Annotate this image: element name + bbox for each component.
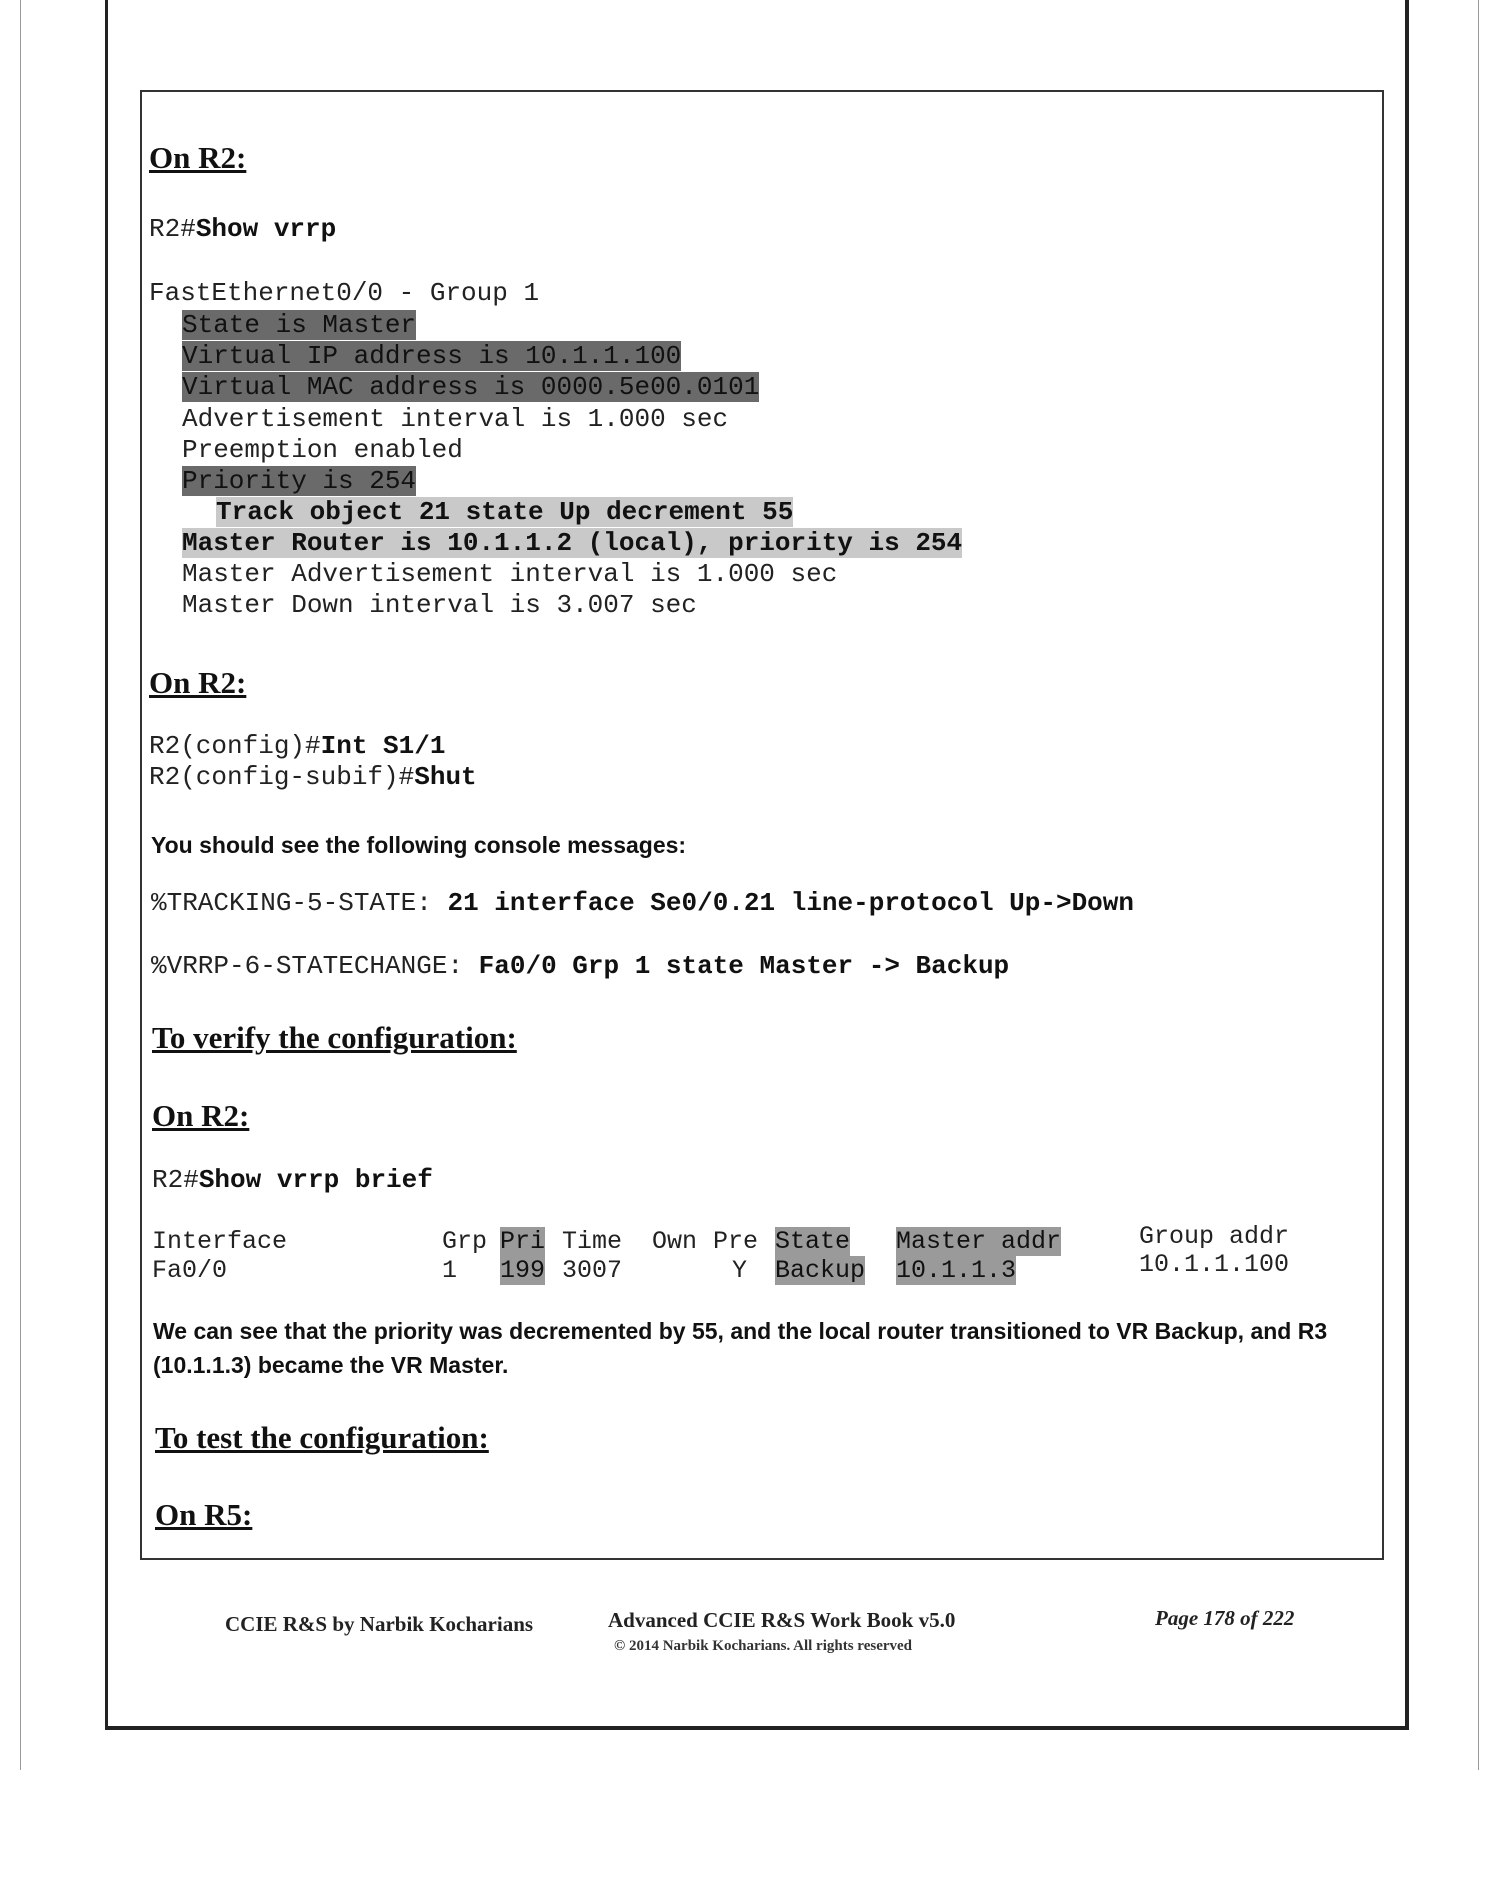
test-heading: To test the configuration: [155, 1420, 489, 1455]
vrrp-state-line: State is Master [182, 310, 417, 340]
table-header-own: Own [652, 1227, 698, 1256]
table-header-group-addr: Group addr [1139, 1222, 1290, 1251]
console-msg-vrrp: %VRRP-6-STATECHANGE: Fa0/0 Grp 1 state Master -> Backup [151, 951, 1010, 981]
table-row-grp: 1 [442, 1256, 458, 1285]
show-vrrp-command: R2#Show vrrp [149, 214, 337, 244]
scan-edge-left [20, 0, 21, 1770]
table-header-interface: Interface [152, 1227, 288, 1256]
table-row-pre: Y [732, 1256, 748, 1285]
vrrp-virtual-ip-line: Virtual IP address is 10.1.1.100 [182, 341, 682, 371]
footer-copyright: © 2014 Narbik Kocharians. All rights reserved [614, 1638, 913, 1654]
outer-frame-right [1405, 0, 1409, 1728]
table-row-interface: Fa0/0 [152, 1256, 228, 1285]
footer-book-title: Advanced CCIE R&S Work Book v5.0 [608, 1608, 956, 1632]
vrrp-adv-interval-line: Advertisement interval is 1.000 sec [182, 404, 729, 434]
console-intro-text: You should see the following console messages: [151, 832, 687, 858]
vrrp-priority-line: Priority is 254 [182, 466, 417, 496]
section2-heading: On R2: [149, 665, 247, 700]
config-shut-line: R2(config-subif)#Shut [149, 762, 477, 792]
table-row-master-addr: 10.1.1.3 [896, 1256, 1017, 1285]
vrrp-master-adv-line: Master Advertisement interval is 1.000 sec [182, 559, 838, 589]
scan-edge-right [1478, 0, 1479, 1770]
section1-heading: On R2: [149, 140, 247, 175]
table-header-state: State [775, 1227, 851, 1256]
table-header-pri: Pri [500, 1227, 546, 1256]
vrrp-interface-line: FastEthernet0/0 - Group 1 [149, 278, 540, 308]
console-msg-tracking: %TRACKING-5-STATE: 21 interface Se0/0.21 line-protocol Up->Down [151, 888, 1134, 918]
table-row-group-addr: 10.1.1.100 [1139, 1250, 1290, 1279]
config-int-line: R2(config)#Int S1/1 [149, 731, 446, 761]
section3-heading: On R2: [152, 1098, 250, 1133]
table-row-pri: 199 [500, 1256, 546, 1285]
footer-page-number: Page 178 of 222 [1155, 1606, 1295, 1630]
table-header-time: Time [562, 1227, 623, 1256]
outer-frame-left [105, 0, 108, 1728]
vrrp-master-router-line: Master Router is 10.1.1.2 (local), priority is 254 [182, 528, 963, 558]
table-header-pre: Pre [713, 1227, 759, 1256]
vrrp-master-down-line: Master Down interval is 3.007 sec [182, 590, 697, 620]
table-row-time: 3007 [562, 1256, 623, 1285]
explanation-paragraph: We can see that the priority was decremented by 55, and the local router transitioned to VR Backup, and R3 (10.1.1.3) became the VR Master. [153, 1318, 1328, 1378]
vrrp-preemption-line: Preemption enabled [182, 435, 463, 465]
table-header-master-addr: Master addr [896, 1227, 1062, 1256]
vrrp-track-line: Track object 21 state Up decrement 55 [216, 497, 794, 527]
outer-frame-bottom [105, 1726, 1409, 1730]
table-header-grp: Grp [442, 1227, 488, 1256]
table-row-state: Backup [775, 1256, 866, 1285]
vrrp-virtual-mac-line: Virtual MAC address is 0000.5e00.0101 [182, 372, 760, 402]
r5-heading: On R5: [155, 1497, 253, 1532]
verify-heading: To verify the configuration: [152, 1020, 517, 1055]
footer-author: CCIE R&S by Narbik Kocharians [225, 1612, 534, 1636]
show-vrrp-brief-command: R2#Show vrrp brief [152, 1165, 433, 1195]
